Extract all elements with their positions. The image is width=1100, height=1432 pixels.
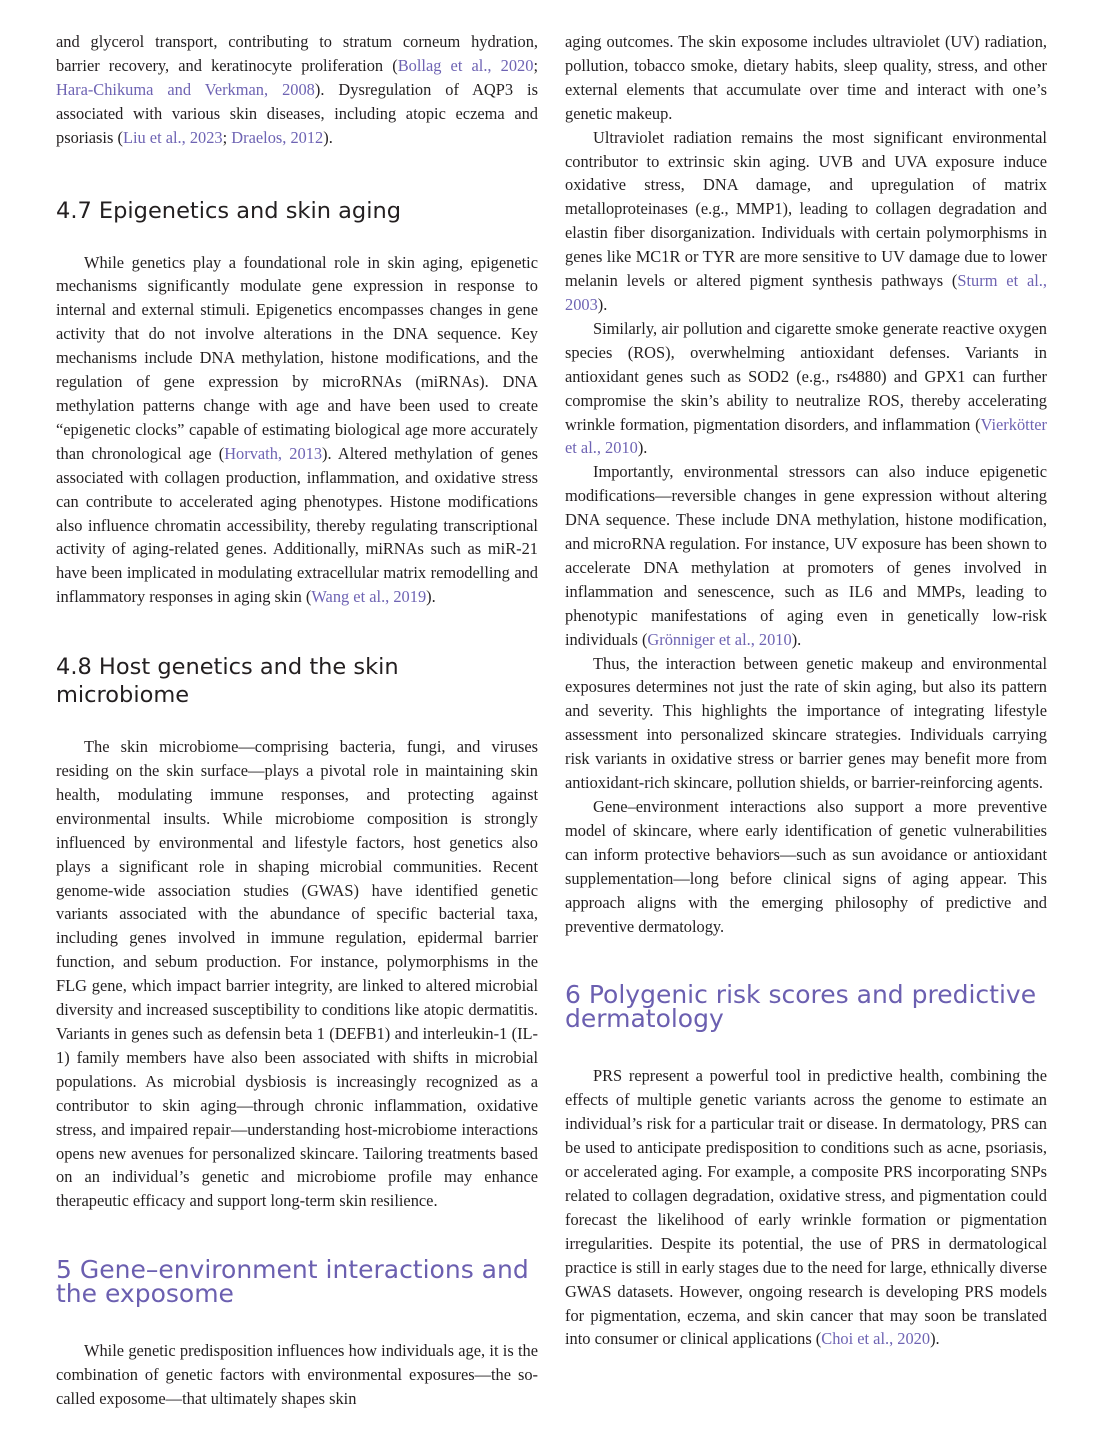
body-text: ). [637,438,648,458]
body-text: Similarly, air pollution and cigarette smoke generate reactive oxygen species (ROS), overwhelming antioxidant defenses. Variants in antioxidant genes such as SOD2 (e.g., rs4880) and GPX1 can further compromise the skin’s ability to neutralize ROS, thereby accelerating wrinkle formation, pigmentation disorders, and inflammation ( [565,318,1047,434]
section-heading-5: 5 Gene–environment interactions and the exposome [56,1255,529,1309]
subsection-heading-4-8: 4.8 Host genetics and the skin microbiome [56,654,399,709]
body-text: ). Altered methylation of genes associated with collagen production, inflammation, and oxidative stress can contribute to accelerated aging phenotypes. Histone modifications also influence chromatin accessibility, thereby regulating transcriptional activity of aging-related genes. Additionally, miRNAs such as miR-21 have been implicated in modulating extracellular matrix remodelling and inflammatory responses in aging skin ( [56,443,538,607]
paragraph-aqp3-continuation [56,30,538,150]
paragraph-prs [565,1064,1047,1351]
paragraph-exposome-intro: While genetic predisposition influences how individuals age, it is the combination of genetic factors with environmental exposures—the so-called exposome—that ultimately shapes skin [56,1341,538,1409]
citation-link[interactable]: Vierkötter et al., 2010 [565,414,1047,458]
body-text: ). [791,629,802,649]
paragraph-exposome-continuation: aging outcomes. The skin exposome includes ultraviolet (UV) radiation, pollution, tobacco smoke, dietary habits, sleep quality, stress, and other external elements that accumulate over time and interact with one’s genetic makeup. [565,32,1047,123]
subsection-heading-4-7: 4.7 Epigenetics and skin aging [56,197,401,224]
right-column [565,30,1047,1351]
citation-link[interactable]: Sturm et al., 2003 [565,271,1048,314]
paragraph-interaction-summary: Thus, the interaction between genetic makeup and environmental exposures determines not just the rate of skin aging, but also its pattern and severity. This highlights the importance of integrating lifestyle assessment into personalized skincare strategies. Individuals carrying risk variants in oxidative stress or barrier genes may benefit more from antioxidant-rich skincare, pollution shields, or barrier-reinforcing agents. [565,653,1047,793]
body-text: ; [533,55,538,75]
citation-link[interactable]: Bollag et al., 2020 [397,55,534,75]
body-text: Importantly, environmental stressors can also induce epigenetic modifications—reversible changes in gene expression without altering DNA sequence. These include DNA methylation, histone modification, and microRNA regulation. For instance, UV exposure has been shown to accelerate DNA methylation at promoters of genes involved in inflammation and senescence, such as IL6 and MMPs, leading to phenotypic manifestations of aging even in genetically low-risk individuals ( [565,462,1047,649]
body-text: While genetics play a foundational role in skin aging, epigenetic mechanisms significantly modulate gene expression in response to internal and external stimuli. Epigenetics encompasses changes in gene activity that do not involve alterations in the DNA sequence. Key mechanisms include DNA methylation, histone modifications, and the regulation of gene expression by microRNAs (miRNAs). DNA methylation patterns change with age and have been used to create “epigenetic clocks” capable of estimating biological age more accurately than chronological age ( [56,252,538,463]
citation-link[interactable]: Wang et al., 2019 [311,587,427,607]
paragraph-uv-radiation [565,126,1047,317]
body-text: ). Dysregulation of AQP3 is associated with various skin diseases, including atopic eczema and psoriasis ( [56,79,538,147]
paragraph-pollution [565,317,1047,460]
body-text: ). [426,587,436,607]
citation-link[interactable]: Hara-Chikuma and Verkman, 2008 [56,79,315,99]
paragraph-epigenetic-stressors [565,460,1047,651]
citation-link[interactable]: Liu et al., 2023 [122,127,223,147]
body-text: Ultraviolet radiation remains the most significant environmental contributor to extrinsic skin aging. UVB and UVA exposure induce oxidative stress, DNA damage, and upregulation of matrix metalloproteinases (e.g., MMP1), leading to collagen degradation and elastin fiber disorganization. Individuals with certain polymorphisms in genes like MC1R or TYR are more sensitive to UV damage due to lower melanin levels or altered pigment synthesis pathways ( [565,127,1047,291]
citation-link[interactable]: Draelos, 2012 [231,127,324,147]
body-text: ). [930,1329,940,1349]
section-heading-6: 6 Polygenic risk scores and predictive dermatology [565,980,1037,1034]
body-text: and glycerol transport, contributing to stratum corneum hydration, barrier recovery, and keratinocyte proliferation ( [56,32,538,75]
citation-link[interactable]: Horvath, 2013 [224,443,323,463]
body-text: ; [222,127,232,147]
citation-link[interactable]: Choi et al., 2020 [821,1329,931,1349]
paragraph-microbiome: The skin microbiome—comprising bacteria, fungi, and viruses residing on the skin surface—plays a pivotal role in maintaining skin health, modulating immune responses, and protecting against environmental insults. While microbiome composition is strongly influenced by environmental and lifestyle factors, host genetics also plays a significant role in shaping microbial communities. Recent genome-wide association studies (GWAS) have identified genetic variants associated with the abundance of specific bacterial taxa, including genes involved in immune regulation, epidermal barrier function, and sebum production. For instance, polymorphisms in the FLG gene, which impact barrier integrity, are linked to altered microbial diversity and increased susceptibility to conditions like atopic dermatitis. Variants in genes such as defensin beta 1 (DEFB1) and interleukin-1 (IL-1) family members have also been associated with shifts in microbial populations. As microbial dysbiosis is increasingly recognized as a contributor to skin aging—through chronic inflammation, oxidative stress, and impaired repair—understanding host-microbiome interactions opens new avenues for personalized skincare. Tailoring treatments based on an individual’s genetic and microbiome profile may enhance therapeutic efficacy and support long-term skin resilience. [56,737,538,1211]
body-text: ). [597,294,608,314]
citation-link[interactable]: Grönniger et al., 2010 [647,629,792,649]
body-text: PRS represent a powerful tool in predictive health, combining the effects of multiple genetic variants across the genome to estimate an individual’s risk for a particular trait or disease. In dermatology, PRS can be used to anticipate predisposition to conditions such as acne, psoriasis, or accelerated aging. For example, a composite PRS incorporating SNPs related to collagen degradation, oxidative stress, and pigmentation could forecast the likelihood of early wrinkle formation or pigmentation irregularities. Despite its potential, the use of PRS in dermatological practice is still in early stages due to the need for large, ethnically diverse GWAS datasets. However, ongoing research is developing PRS models for pigmentation, eczema, and skin cancer that may soon be translated into consumer or clinical applications ( [565,1066,1047,1349]
left-column [56,30,538,1411]
paragraph-preventive-model: Gene–environment interactions also support a more preventive model of skincare, where early identification of genetic vulnerabilities can inform protective behaviors—such as sun avoidance or antioxidant supplementation—long before clinical signs of aging appear. This approach aligns with the emerging philosophy of predictive and preventive dermatology. [565,797,1047,936]
body-text: ). [323,127,333,147]
paragraph-epigenetics [56,251,538,610]
